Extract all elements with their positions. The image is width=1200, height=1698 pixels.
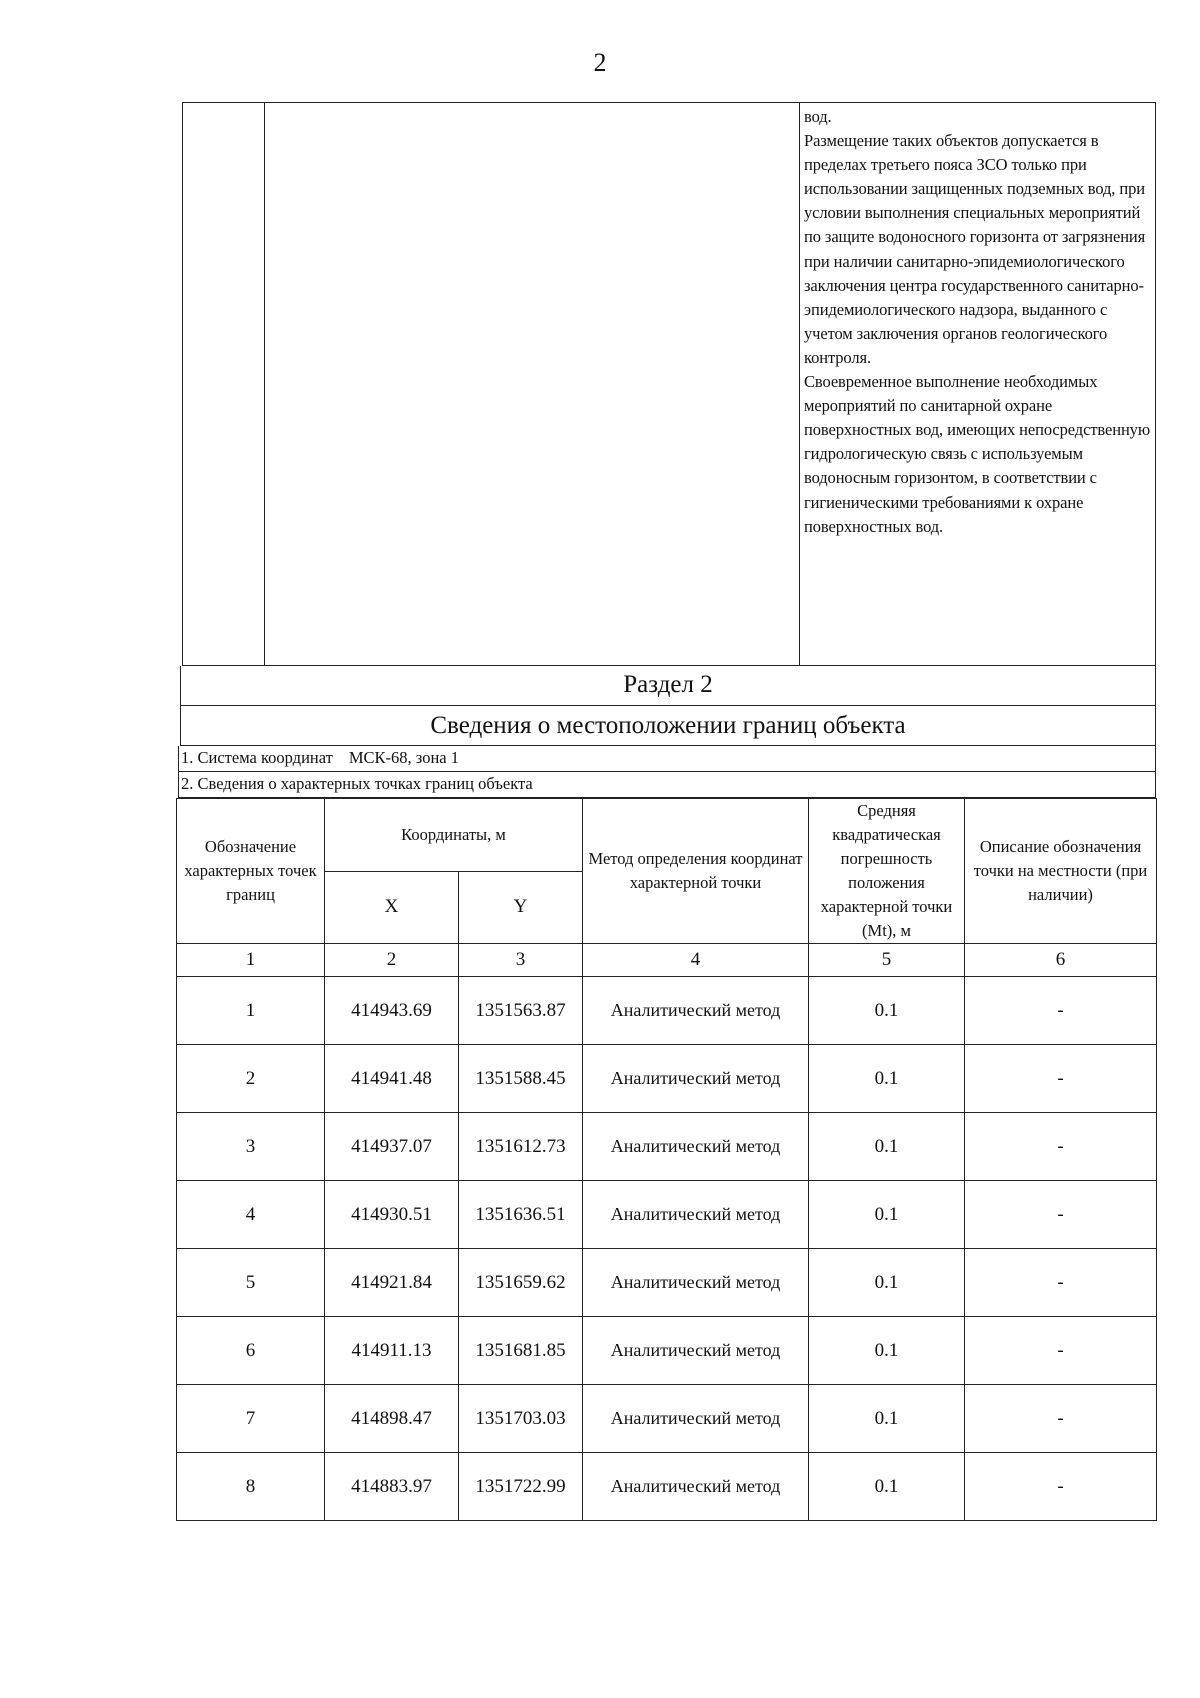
column-number: 2 xyxy=(325,944,459,977)
continuation-paragraph: вод. xyxy=(804,107,832,126)
column-number: 5 xyxy=(809,944,965,977)
y-cell: 1351681.85 xyxy=(459,1317,583,1385)
y-cell: 1351722.99 xyxy=(459,1453,583,1521)
method-cell: Аналитический метод xyxy=(583,977,809,1045)
description-cell: - xyxy=(965,977,1157,1045)
error-cell: 0.1 xyxy=(809,1181,965,1249)
error-cell: 0.1 xyxy=(809,1317,965,1385)
x-cell: 414930.51 xyxy=(325,1181,459,1249)
header-method: Метод определения координат характерной точки xyxy=(583,799,809,944)
table-row xyxy=(177,1045,1157,1113)
description-cell: - xyxy=(965,1249,1157,1317)
error-cell: 0.1 xyxy=(809,1453,965,1521)
coordinate-system-value: МСК-68, зона 1 xyxy=(348,748,459,767)
method-cell: Аналитический метод xyxy=(583,1249,809,1317)
point-cell: 1 xyxy=(177,977,325,1045)
table-row xyxy=(177,1317,1157,1385)
table-row xyxy=(177,1453,1157,1521)
x-cell: 414941.48 xyxy=(325,1045,459,1113)
table-row xyxy=(177,1249,1157,1317)
description-cell: - xyxy=(965,1181,1157,1249)
point-cell: 3 xyxy=(177,1113,325,1181)
method-cell: Аналитический метод xyxy=(583,1113,809,1181)
points-title: 2. Сведения о характерных точках границ объекта xyxy=(178,772,1156,798)
continuation-table xyxy=(182,102,1156,666)
column-number: 6 xyxy=(965,944,1157,977)
x-cell: 414911.13 xyxy=(325,1317,459,1385)
table-row xyxy=(177,1181,1157,1249)
point-cell: 6 xyxy=(177,1317,325,1385)
continuation-text-cell xyxy=(800,103,1155,665)
section-subtitle: Сведения о местоположении границ объекта xyxy=(180,706,1156,746)
point-cell: 7 xyxy=(177,1385,325,1453)
y-cell: 1351703.03 xyxy=(459,1385,583,1453)
x-cell: 414898.47 xyxy=(325,1385,459,1453)
section-title: Раздел 2 xyxy=(180,666,1156,706)
point-cell: 2 xyxy=(177,1045,325,1113)
header-x: X xyxy=(325,871,459,944)
method-cell: Аналитический метод xyxy=(583,1317,809,1385)
y-cell: 1351636.51 xyxy=(459,1181,583,1249)
continuation-empty-cell-1 xyxy=(183,103,265,665)
table-row xyxy=(177,1113,1157,1181)
table-row xyxy=(177,977,1157,1045)
page-number: 2 xyxy=(593,48,607,77)
error-cell: 0.1 xyxy=(809,1385,965,1453)
header-y: Y xyxy=(459,871,583,944)
point-cell: 4 xyxy=(177,1181,325,1249)
y-cell: 1351563.87 xyxy=(459,977,583,1045)
method-cell: Аналитический метод xyxy=(583,1181,809,1249)
x-cell: 414883.97 xyxy=(325,1453,459,1521)
method-cell: Аналитический метод xyxy=(583,1385,809,1453)
y-cell: 1351612.73 xyxy=(459,1113,583,1181)
continuation-paragraph: Размещение таких объектов допускается в пределах третьего пояса ЗСО только при использовании защищенных подземных вод, при условии выполнения специальных мероприятий по защите водоносного горизонта от загрязнения при наличии санитарно-эпидемиологического заключения центра государственного санитарно-эпидемиологического надзора, выданного с учетом заключения органов геологического контроля. xyxy=(804,131,1146,367)
description-cell: - xyxy=(965,1453,1157,1521)
header-description: Описание обозначения точки на местности (при наличии) xyxy=(965,799,1157,944)
description-cell: - xyxy=(965,1317,1157,1385)
coordinate-system-label: 1. Система координат xyxy=(181,748,333,767)
header-coordinates: Координаты, м xyxy=(325,799,583,872)
header-point: Обозначение характерных точек границ xyxy=(177,799,325,944)
method-cell: Аналитический метод xyxy=(583,1453,809,1521)
column-number: 1 xyxy=(177,944,325,977)
error-cell: 0.1 xyxy=(809,1249,965,1317)
column-number: 3 xyxy=(459,944,583,977)
point-cell: 5 xyxy=(177,1249,325,1317)
table-row xyxy=(177,1385,1157,1453)
header-error: Средняя квадратическая погрешность положения характерной точки (Mt), м xyxy=(809,799,965,944)
x-cell: 414943.69 xyxy=(325,977,459,1045)
y-cell: 1351588.45 xyxy=(459,1045,583,1113)
coordinates-table xyxy=(176,798,1157,1521)
column-number: 4 xyxy=(583,944,809,977)
coordinate-system-row xyxy=(178,746,1156,772)
y-cell: 1351659.62 xyxy=(459,1249,583,1317)
error-cell: 0.1 xyxy=(809,1113,965,1181)
point-cell: 8 xyxy=(177,1453,325,1521)
error-cell: 0.1 xyxy=(809,977,965,1045)
error-cell: 0.1 xyxy=(809,1045,965,1113)
description-cell: - xyxy=(965,1045,1157,1113)
description-cell: - xyxy=(965,1385,1157,1453)
description-cell: - xyxy=(965,1113,1157,1181)
x-cell: 414937.07 xyxy=(325,1113,459,1181)
continuation-empty-cell-2 xyxy=(265,103,800,665)
method-cell: Аналитический метод xyxy=(583,1045,809,1113)
x-cell: 414921.84 xyxy=(325,1249,459,1317)
continuation-paragraph: Своевременное выполнение необходимых мероприятий по санитарной охране поверхностных вод, имеющих непосредственную гидрологическую связь с используемым водоносным горизонтом, в соответствии с гигиеническими требованиями к охране поверхностных вод. xyxy=(804,372,1151,536)
column-numbers-row xyxy=(177,944,1157,977)
